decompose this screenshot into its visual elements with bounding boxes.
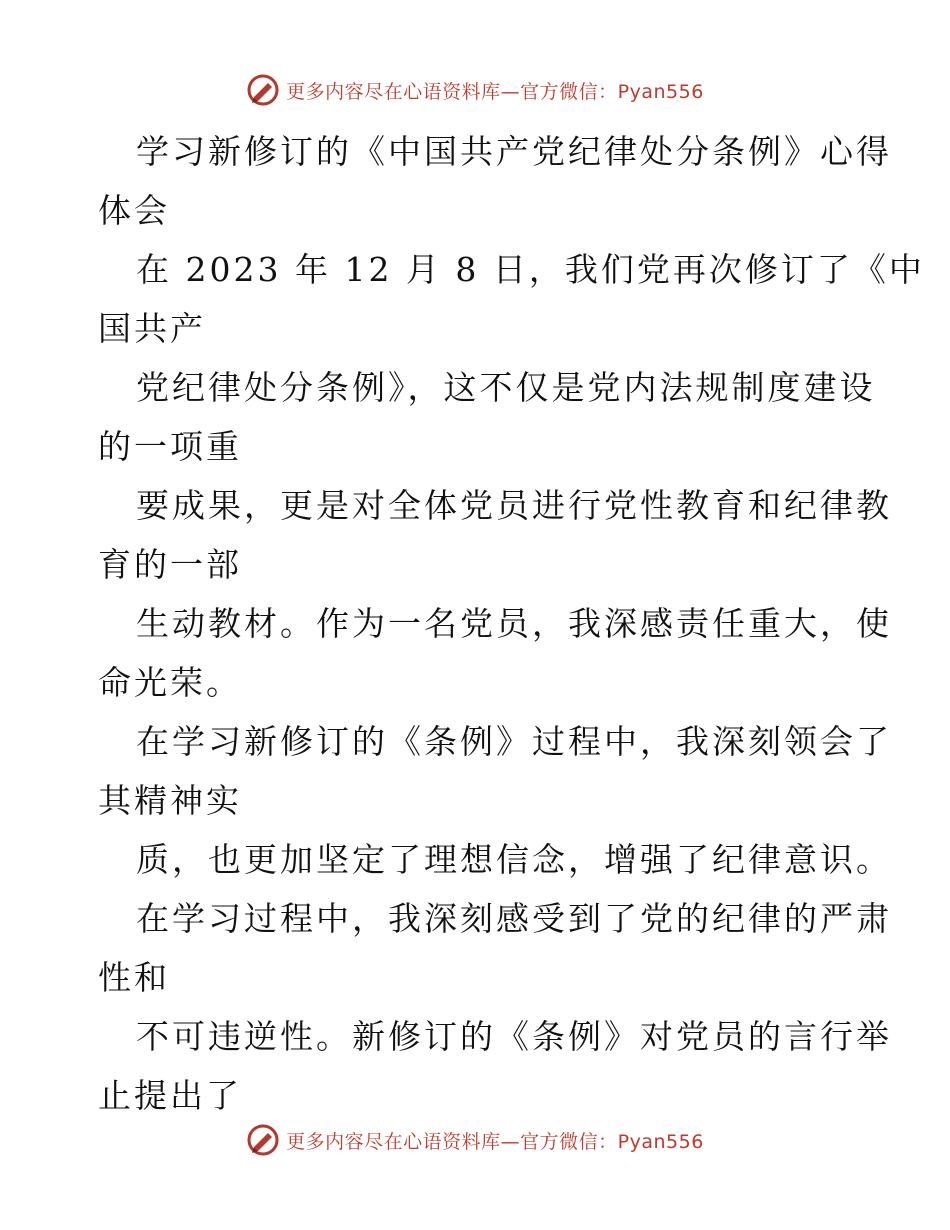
header-banner xyxy=(0,70,950,110)
text-line: 在 2023 年 12 月 8 日，我们党再次修订了《中 xyxy=(136,250,925,289)
text-line: 党纪律处分条例》，这不仅是党内法规制度建设 xyxy=(136,368,876,407)
text-line: 育的一部 xyxy=(98,545,242,584)
text-line: 止提出了 xyxy=(98,1076,242,1115)
text-line: 要成果，更是对全体党员进行党性教育和纪律教 xyxy=(136,486,892,525)
text-line: 质，也更加坚定了理想信念，增强了纪律意识。 xyxy=(136,840,892,879)
footer-banner xyxy=(0,1120,950,1160)
footer-banner-text: 更多内容尽在心语资料库—官方微信：Pyan556 xyxy=(286,1130,704,1153)
text-line: 性和 xyxy=(98,958,170,997)
document-body xyxy=(98,122,925,1125)
text-line: 其精神实 xyxy=(98,781,242,820)
text-line: 生动教材。作为一名党员，我深感责任重大，使 xyxy=(136,604,892,643)
text-line: 不可违逆性。新修订的《条例》对党员的言行举 xyxy=(136,1017,892,1056)
text-line: 的一项重 xyxy=(98,427,242,466)
pen-logo-icon xyxy=(246,73,280,107)
text-line: 学习新修订的《中国共产党纪律处分条例》心得 xyxy=(136,132,892,171)
text-line: 命光荣。 xyxy=(98,663,242,702)
text-line: 在学习新修订的《条例》过程中，我深刻领会了 xyxy=(136,722,892,761)
text-line: 国共产 xyxy=(98,309,206,348)
pen-logo-icon xyxy=(246,1123,280,1157)
text-line: 在学习过程中，我深刻感受到了党的纪律的严肃 xyxy=(136,899,892,938)
text-line: 体会 xyxy=(98,191,170,230)
header-banner-text: 更多内容尽在心语资料库—官方微信：Pyan556 xyxy=(286,80,704,103)
